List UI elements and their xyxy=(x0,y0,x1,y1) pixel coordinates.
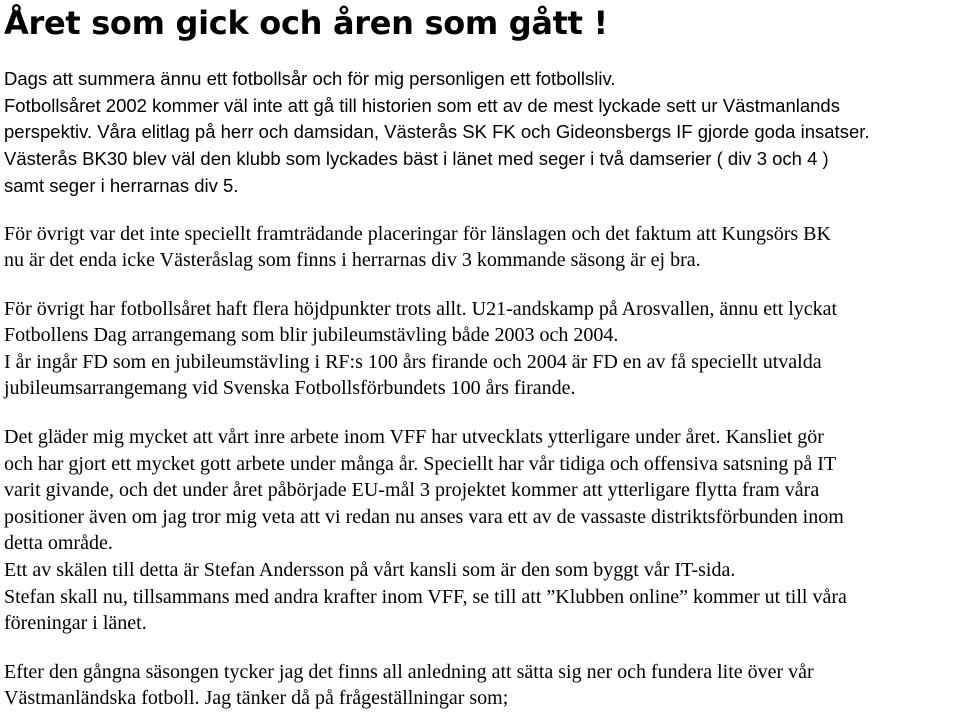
text-line: och har gjort ett mycket gott arbete under många år. Speciellt har vår tidiga och offensiva satsning på IT xyxy=(4,452,837,475)
intro-paragraph xyxy=(4,66,956,200)
text-line: Fotbollsåret 2002 kommer väl inte att gå till historien som ett av de mest lyckade sett ur Västmanlands xyxy=(4,94,840,116)
paragraph-internal-work xyxy=(4,424,956,637)
text-line: Västerås BK30 blev väl den klubb som lyckades bäst i länet med seger i två damserier ( div 3 och 4 ) xyxy=(4,148,829,170)
paragraph-highlights xyxy=(4,296,956,402)
text-line: nu är det enda icke Västeråslag som finns i herrarnas div 3 kommande säsong är ej bra. xyxy=(4,249,701,272)
paragraph-placements xyxy=(4,221,956,274)
text-line: varit givande, och det under året påbörjade EU-mål 3 projektet kommer att ytterligare flytta fram våra xyxy=(4,479,820,502)
page-title: Året som gick och åren som gått ! xyxy=(4,4,608,42)
document-page xyxy=(4,0,956,712)
text-line: Dags att summera ännu ett fotbollsår och för mig personligen ett fotbollsliv. xyxy=(4,68,616,89)
text-line: perspektiv. Våra elitlag på herr och damsidan, Västerås SK FK och Gideonsbergs IF gjorde goda insatser. xyxy=(4,121,870,143)
text-line: Ett av skälen till detta är Stefan Andersson på vårt kansli som är den som byggt vår IT-sida. xyxy=(4,559,736,582)
text-line: Västmanländska fotboll. Jag tänker då på frågeställningar som; xyxy=(4,687,509,710)
text-line: jubileumsarrangemang vid Svenska Fotbollsförbundets 100 års firande. xyxy=(4,377,576,400)
text-line: Stefan skall nu, tillsammans med andra krafter inom VFF, se till att ”Klubben online” kommer ut till våra xyxy=(4,585,847,608)
text-line: För övrigt har fotbollsåret haft flera höjdpunkter trots allt. U21-andskamp på Arosvallen, ännu ett lyckat xyxy=(4,297,838,320)
text-line: detta område. xyxy=(4,532,113,555)
text-line: Efter den gångna säsongen tycker jag det finns all anledning att sätta sig ner och fundera lite över vår xyxy=(4,660,814,683)
paragraph-reflection xyxy=(4,659,956,712)
text-line: positioner även om jag tror mig veta att vi redan nu anses vara ett av de vassaste distriktsförbunden inom xyxy=(4,505,844,528)
text-line: Det gläder mig mycket att vårt inre arbete inom VFF har utvecklats ytterligare under året. Kansliet gör xyxy=(4,426,824,449)
text-line: Fotbollens Dag arrangemang som blir jubileumstävling både 2003 och 2004. xyxy=(4,324,619,347)
text-line: föreningar i länet. xyxy=(4,612,147,635)
text-line: samt seger i herrarnas div 5. xyxy=(4,174,239,196)
text-line: I år ingår FD som en jubileumstävling i RF:s 100 års firande och 2004 är FD en av få speciellt utvalda xyxy=(4,350,822,373)
text-line: För övrigt var det inte speciellt framträdande placeringar för länslagen och det faktum att Kungsörs BK xyxy=(4,222,831,245)
